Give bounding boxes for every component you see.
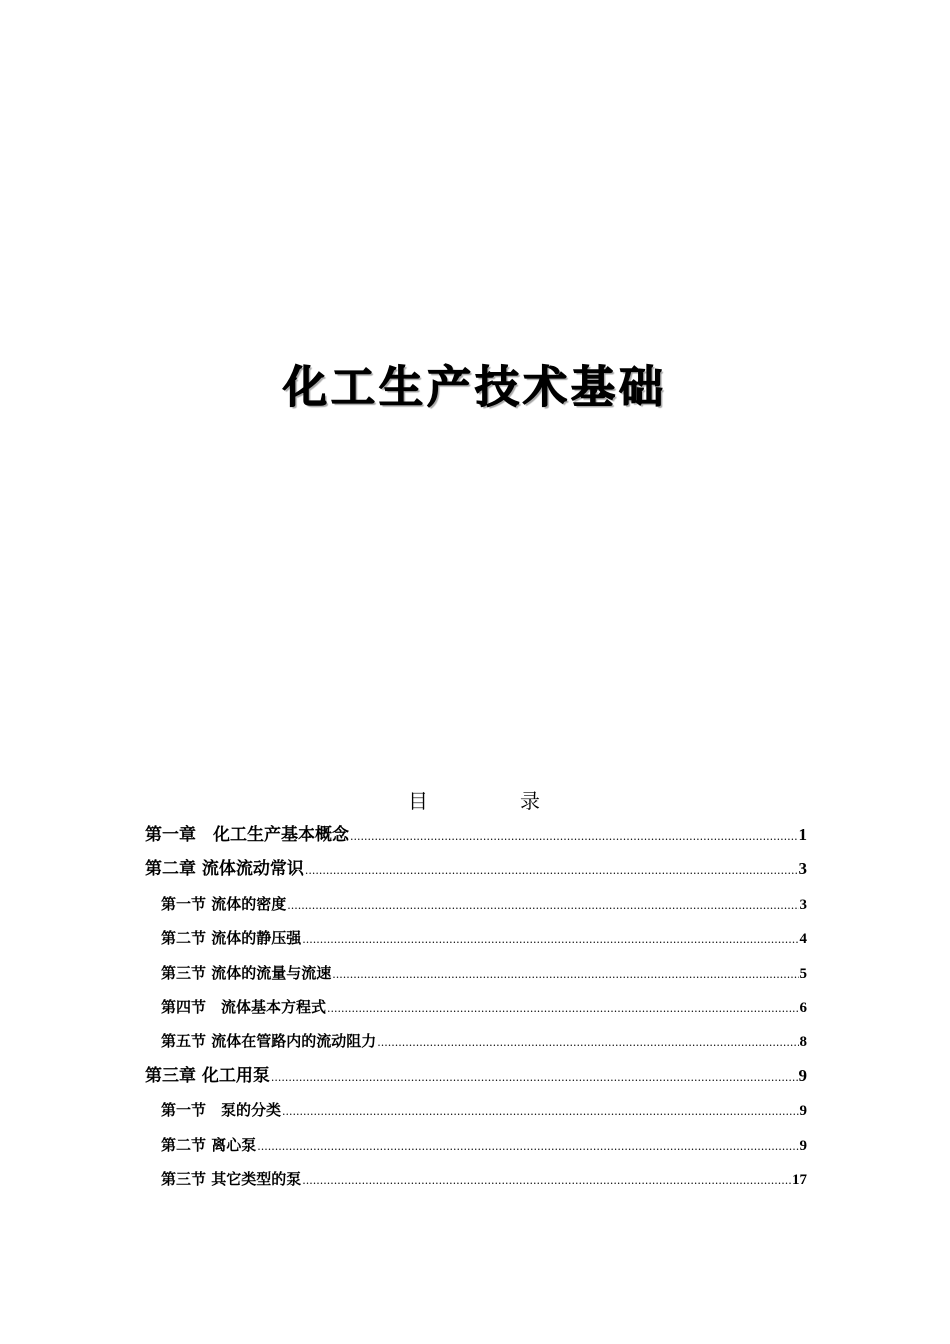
toc-entry-label: 第二节 离心泵 <box>161 1135 257 1154</box>
toc-leader-dots <box>302 1164 791 1198</box>
toc-heading-right: 录 <box>520 789 542 813</box>
toc-entry-page: 17 <box>792 1171 807 1188</box>
table-of-contents <box>145 818 807 1196</box>
toc-entry[interactable] <box>145 1059 807 1093</box>
toc-leader-dots <box>287 889 798 923</box>
document-title: 化工生产技术基础 <box>283 362 667 413</box>
toc-heading <box>0 786 950 816</box>
toc-entry[interactable] <box>145 1024 807 1058</box>
toc-leader-dots <box>350 820 798 854</box>
toc-leader-dots <box>377 1026 798 1060</box>
toc-leader-dots <box>327 992 798 1026</box>
toc-leader-dots <box>332 958 798 992</box>
toc-entry-page: 9 <box>799 1103 807 1120</box>
toc-entry[interactable] <box>145 852 807 886</box>
toc-entry-label: 第五节 流体在管路内的流动阻力 <box>161 1032 377 1051</box>
toc-entry[interactable] <box>145 921 807 955</box>
toc-entry-page: 6 <box>799 999 807 1016</box>
toc-entry-page: 4 <box>799 931 807 948</box>
toc-leader-dots <box>305 854 798 888</box>
toc-entry[interactable] <box>145 1162 807 1196</box>
toc-entry-label: 第一节 泵的分类 <box>161 1101 282 1120</box>
toc-entry[interactable] <box>145 1128 807 1162</box>
toc-entry-page: 9 <box>799 1137 807 1154</box>
toc-leader-dots <box>302 923 798 957</box>
toc-entry[interactable] <box>145 818 807 852</box>
toc-entry-label: 第二章 流体流动常识 <box>145 859 304 880</box>
toc-heading-left: 目 <box>408 789 430 813</box>
toc-leader-dots <box>271 1061 798 1095</box>
toc-entry-page: 5 <box>799 965 807 982</box>
toc-entry-label: 第三章 化工用泵 <box>145 1065 270 1086</box>
toc-entry-label: 第一章 化工生产基本概念 <box>145 825 349 845</box>
toc-entry-page: 3 <box>799 896 807 913</box>
toc-leader-dots <box>282 1095 798 1129</box>
toc-entry-page: 9 <box>798 1065 807 1085</box>
toc-entry-label: 第一节 流体的密度 <box>161 894 287 913</box>
toc-entry-label: 第三节 流体的流量与流速 <box>161 963 332 982</box>
toc-entry[interactable] <box>145 990 807 1024</box>
toc-entry-label: 第二节 流体的静压强 <box>161 929 302 948</box>
toc-entry[interactable] <box>145 956 807 990</box>
toc-entry[interactable] <box>145 1093 807 1127</box>
toc-leader-dots <box>257 1130 798 1164</box>
toc-entry-page: 1 <box>798 825 807 844</box>
toc-entry[interactable] <box>145 887 807 921</box>
toc-entry-label: 第三节 其它类型的泵 <box>161 1169 302 1188</box>
toc-entry-page: 3 <box>798 859 807 879</box>
toc-entry-label: 第四节 流体基本方程式 <box>161 997 327 1016</box>
toc-entry-page: 8 <box>799 1034 807 1051</box>
